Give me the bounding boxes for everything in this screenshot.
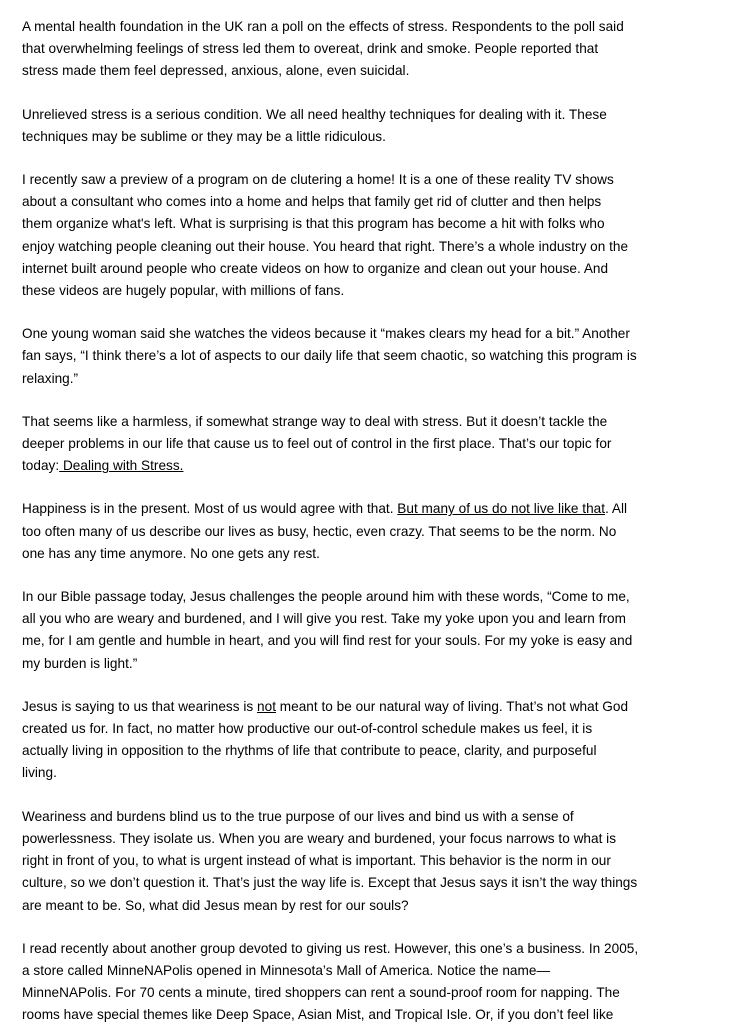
text-line: culture, so we don’t question it. That’s just the way life is. Except that Jesus says it isn’t the way things [22, 875, 638, 891]
paragraph-stress-poll [22, 16, 718, 83]
text-line: right in front of you, to what is urgent instead of what is important. This behavior is the norm in our [22, 853, 611, 869]
text-line: fan says, “I think there’s a lot of aspects to our daily life that seem chaotic, so watching this program is [22, 348, 637, 364]
text-line: them organize what's left. What is surprising is that this program has become a hit with folks who [22, 216, 605, 232]
paragraph-weariness-burdens [22, 806, 718, 917]
text-line: techniques may be sublime or they may be a little ridiculous. [22, 128, 386, 144]
text-line: stress made them feel depressed, anxious, alone, even suicidal. [22, 63, 410, 79]
text-line: deeper problems in our life that cause us to feel out of control in the first place. That’s our topic for [22, 436, 612, 452]
text-line: too often many of us describe our lives as busy, hectic, even crazy. That seems to be the norm. No [22, 523, 617, 539]
text-line: In our Bible passage today, Jesus challenges the people around him with these words, “Come to me, [22, 589, 630, 605]
text-line: relaxing.” [22, 370, 79, 386]
paragraph-viewer-quotes [22, 323, 718, 390]
paragraph-decluttering-program [22, 169, 718, 302]
text-line: Weariness and burdens blind us to the true purpose of our lives and bind us with a sense of [22, 808, 574, 824]
text-line: one has any time anymore. No one gets any rest. [22, 545, 320, 561]
topic-title: Dealing with Stress. [59, 458, 184, 474]
text-line: living. [22, 765, 57, 781]
paragraph-happiness [22, 498, 718, 565]
paragraph-bible-passage [22, 586, 718, 675]
paragraph-unrelieved-stress [22, 104, 718, 148]
text-line: these videos are hugely popular, with millions of fans. [22, 283, 345, 299]
text-line: created us for. In fact, no matter how productive our out-of-control schedule makes us feel, it is [22, 721, 593, 737]
text-line: powerlessness. They isolate us. When you are weary and burdened, your focus narrows to what is [22, 830, 617, 846]
paragraph-weariness-not-natural [22, 696, 718, 785]
text-line: Unrelieved stress is a serious condition. We all need healthy techniques for dealing with it. These [22, 106, 607, 122]
text-line: are meant to be. So, what did Jesus mean by rest for our souls? [22, 897, 409, 913]
paragraph-topic-intro [22, 411, 718, 478]
text-line: internet built around people who create videos on how to organize and clean out your house. And [22, 260, 609, 276]
text-line: I recently saw a preview of a program on de clutering a home! It is a one of these reality TV shows [22, 172, 614, 188]
text-line: my burden is light.” [22, 655, 138, 671]
text-line: One young woman said she watches the videos because it “makes clears my head for a bit.” Another [22, 326, 630, 342]
text-line: a store called MinneNAPolis opened in Minnesota’s Mall of America. Notice the name— [22, 962, 551, 978]
text-line: about a consultant who comes into a home and helps that family get rid of clutter and then helps [22, 194, 602, 210]
text-line-suffix: . All [605, 501, 628, 517]
text-line: I read recently about another group devoted to giving us rest. However, this one’s a business. In 2005, [22, 940, 639, 956]
text-line: actually living in opposition to the rhythms of life that contribute to peace, clarity, and purposeful [22, 743, 597, 759]
text-line: MinneNAPolis. For 70 cents a minute, tired shoppers can rent a sound-proof room for napping. The [22, 985, 620, 1001]
underlined-word: not [257, 698, 276, 714]
text-line: that overwhelming feelings of stress led them to overeat, drink and smoke. People reported that [22, 41, 599, 57]
paragraph-minnenapolis [22, 938, 718, 1027]
underlined-phrase: But many of us do not live like that [397, 501, 606, 517]
text-line-prefix: today: [22, 458, 60, 474]
text-line: enjoy watching people cleaning out their house. You heard that right. There’s a whole industry on the [22, 238, 629, 254]
text-line: all you who are weary and burdened, and I will give you rest. Take my yoke upon you and learn from [22, 611, 626, 627]
text-line-prefix: Jesus is saying to us that weariness is [22, 698, 258, 714]
text-line-prefix: Happiness is in the present. Most of us would agree with that. [22, 501, 398, 517]
text-line: rooms have special themes like Deep Space, Asian Mist, and Tropical Isle. Or, if you don’t feel like [22, 1007, 614, 1023]
text-line: A mental health foundation in the UK ran a poll on the effects of stress. Respondents to the poll said [22, 19, 624, 34]
text-line: me, for I am gentle and humble in heart, and you will find rest for your souls. For my yoke is easy and [22, 633, 633, 649]
text-line: That seems like a harmless, if somewhat strange way to deal with stress. But it doesn’t tackle the [22, 413, 608, 429]
text-line-suffix: meant to be our natural way of living. That’s not what God [276, 698, 629, 714]
